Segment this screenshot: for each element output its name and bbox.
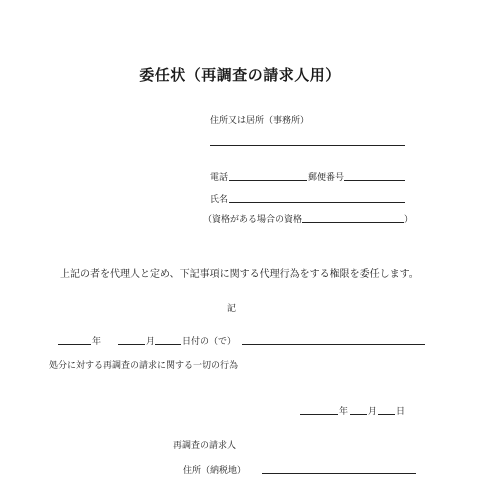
delegation-statement: 上記の者を代理人と定め、下記事項に関する代理行為をする権限を委任します。 [60, 269, 419, 280]
item-month-line [118, 344, 145, 345]
document-title: 委任状（再調査の請求人用） [139, 66, 341, 84]
agent-name-line [229, 202, 405, 203]
requester-address-line [262, 473, 416, 474]
agent-qualification-close: ） [404, 215, 414, 225]
agent-name-label: 氏名 [210, 195, 229, 205]
agent-phone-label: 電話 [210, 173, 229, 183]
agent-phone-line [229, 180, 307, 181]
agent-postal-line [344, 180, 405, 181]
item-year-line [58, 344, 91, 345]
item-text: 処分に対する再調査の請求に関する一切の行為 [49, 361, 239, 371]
date-day-line [378, 414, 395, 415]
item-year-label: 年 [92, 337, 102, 347]
agent-postal-label: 郵便番号 [308, 173, 345, 183]
item-date-suffix: 日付の（で） [182, 337, 237, 347]
date-year-label: 年 [339, 407, 349, 417]
item-month-label: 月 [146, 337, 156, 347]
requester-address-label: 住所（納税地） [183, 466, 247, 476]
date-day-label: 日 [396, 407, 406, 417]
date-year-line [300, 414, 338, 415]
agent-address-line [210, 145, 405, 146]
agent-address-label: 住所又は居所（事務所） [210, 116, 310, 126]
item-subject-line [242, 344, 425, 345]
item-day-line [155, 344, 181, 345]
agent-qualification-label: （資格がある場合の資格 [203, 215, 303, 225]
agent-qualification-line [302, 222, 404, 223]
date-month-label: 月 [368, 407, 378, 417]
ki-heading: 記 [227, 304, 237, 314]
requester-heading: 再調査の請求人 [173, 441, 237, 451]
date-month-line [350, 414, 367, 415]
